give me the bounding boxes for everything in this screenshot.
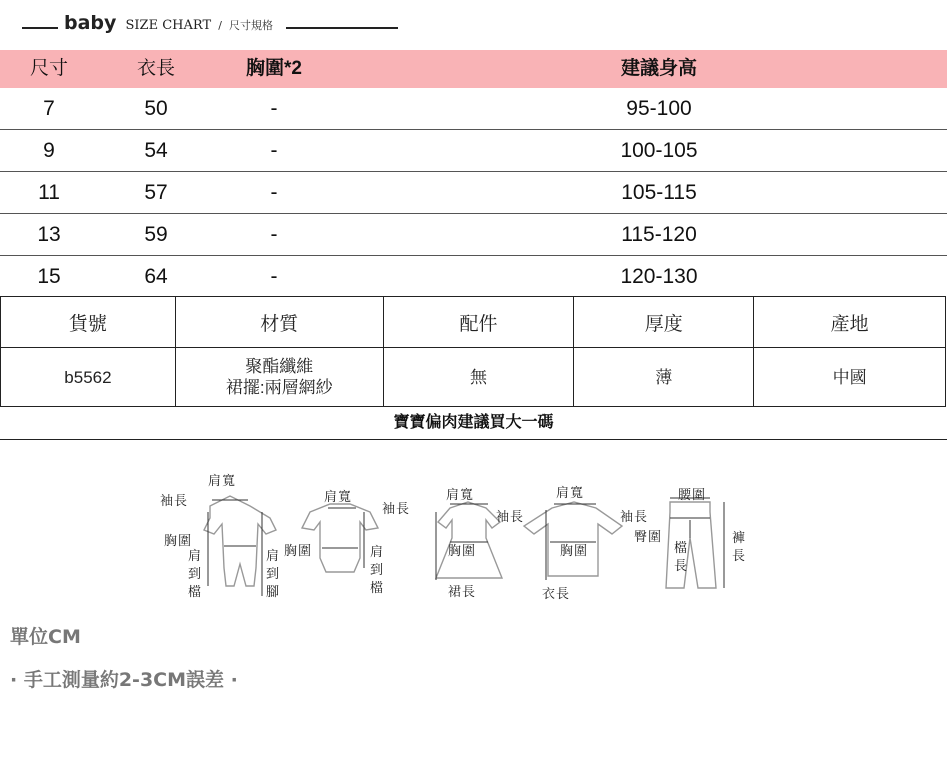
accessory-value: 無 xyxy=(383,348,574,407)
header-rule-right xyxy=(286,27,398,29)
cell-size: 7 xyxy=(43,97,55,120)
col-header-size: 尺寸 xyxy=(29,58,68,79)
pants-waist-label: 腰圍 xyxy=(678,488,707,503)
romper-chest-label: 胸圍 xyxy=(164,534,193,549)
size-chart-title: SIZE CHART xyxy=(125,18,212,33)
origin-value: 中國 xyxy=(754,348,946,407)
table-row xyxy=(0,130,947,172)
bodysuit-shoulder-label: 肩寬 xyxy=(324,490,353,505)
top-chest-label: 胸圍 xyxy=(560,544,589,559)
size-advice-note: 寶寶偏肉建議買大一碼 xyxy=(0,403,947,440)
romper-shoulder-foot-label: 肩到腳 xyxy=(266,549,280,600)
top-length-label: 衣長 xyxy=(542,587,571,602)
romper-sleeve-label: 袖長 xyxy=(160,494,189,509)
table-row xyxy=(0,172,947,214)
cell-size: 13 xyxy=(37,223,61,246)
dress-sleeve-label: 袖長 xyxy=(496,510,525,525)
dress-chest-label: 胸圍 xyxy=(448,544,477,559)
col-header-length: 衣長 xyxy=(136,58,175,79)
top-sleeve-label: 袖長 xyxy=(620,510,649,525)
info-header-origin: 產地 xyxy=(754,297,946,348)
cell-size: 9 xyxy=(43,139,55,162)
material-value xyxy=(175,348,383,407)
cell-chest: - xyxy=(270,181,278,204)
chart-header xyxy=(0,0,947,50)
pants-crotch-label: 檔長 xyxy=(674,541,688,574)
top-shoulder-label: 肩寬 xyxy=(556,486,585,501)
measurement-diagrams xyxy=(150,468,770,618)
table-row xyxy=(0,88,947,130)
bodysuit-sleeve-label: 袖長 xyxy=(382,502,411,517)
cell-height: 100-105 xyxy=(620,139,698,162)
pants-hip-label: 臀圍 xyxy=(634,530,663,545)
header-rule-left xyxy=(22,27,58,29)
info-header-accessory: 配件 xyxy=(383,297,574,348)
info-header-code: 貨號 xyxy=(1,297,176,348)
pants-length-label: 褲長 xyxy=(732,531,746,564)
info-header-material: 材質 xyxy=(175,297,383,348)
cell-height: 95-100 xyxy=(626,97,692,120)
cell-length: 59 xyxy=(144,223,168,246)
size-chart-title-zh: 尺寸規格 xyxy=(229,19,274,32)
header-title xyxy=(64,12,273,34)
material-line-1: 聚酯纖維 xyxy=(245,357,314,376)
product-code: b5562 xyxy=(1,348,176,407)
romper-shoulder-crotch-label: 肩到檔 xyxy=(188,549,202,600)
cell-height: 120-130 xyxy=(620,265,698,288)
dress-skirt-length-label: 裙長 xyxy=(448,585,477,600)
cell-chest: - xyxy=(270,139,278,162)
thickness-value: 薄 xyxy=(574,348,754,407)
bodysuit-shoulder-crotch-label: 肩到檔 xyxy=(370,545,384,596)
cell-length: 57 xyxy=(144,181,168,204)
dress-shoulder-label: 肩寬 xyxy=(446,488,475,503)
tolerance-note: · 手工測量約2-3CM誤差 · xyxy=(10,669,238,691)
romper-shoulder-label: 肩寬 xyxy=(208,474,237,489)
cell-chest: - xyxy=(270,223,278,246)
material-line-2: 裙擺:兩層網紗 xyxy=(225,378,333,397)
cell-length: 64 xyxy=(144,265,168,288)
title-separator: / xyxy=(218,19,222,32)
size-table-header xyxy=(0,50,947,88)
col-header-chest: 胸圍*2 xyxy=(246,58,302,79)
cell-chest: - xyxy=(270,97,278,120)
unit-label: 單位CM xyxy=(10,626,81,648)
cell-chest: - xyxy=(270,265,278,288)
cell-size: 11 xyxy=(38,181,60,204)
cell-length: 50 xyxy=(144,97,168,120)
cell-height: 105-115 xyxy=(621,181,697,204)
bodysuit-chest-label: 胸圍 xyxy=(284,544,313,559)
cell-length: 54 xyxy=(144,139,168,162)
cell-height: 115-120 xyxy=(621,223,697,246)
product-info-table xyxy=(0,296,946,407)
info-header-row xyxy=(1,297,946,348)
table-row xyxy=(0,214,947,256)
info-value-row xyxy=(1,348,946,407)
col-header-height: 建議身高 xyxy=(620,58,697,79)
info-header-thickness: 厚度 xyxy=(574,297,754,348)
cell-size: 15 xyxy=(37,265,61,288)
brand-label: baby xyxy=(64,12,117,34)
table-row xyxy=(0,256,947,298)
bodysuit-outline xyxy=(302,504,378,572)
